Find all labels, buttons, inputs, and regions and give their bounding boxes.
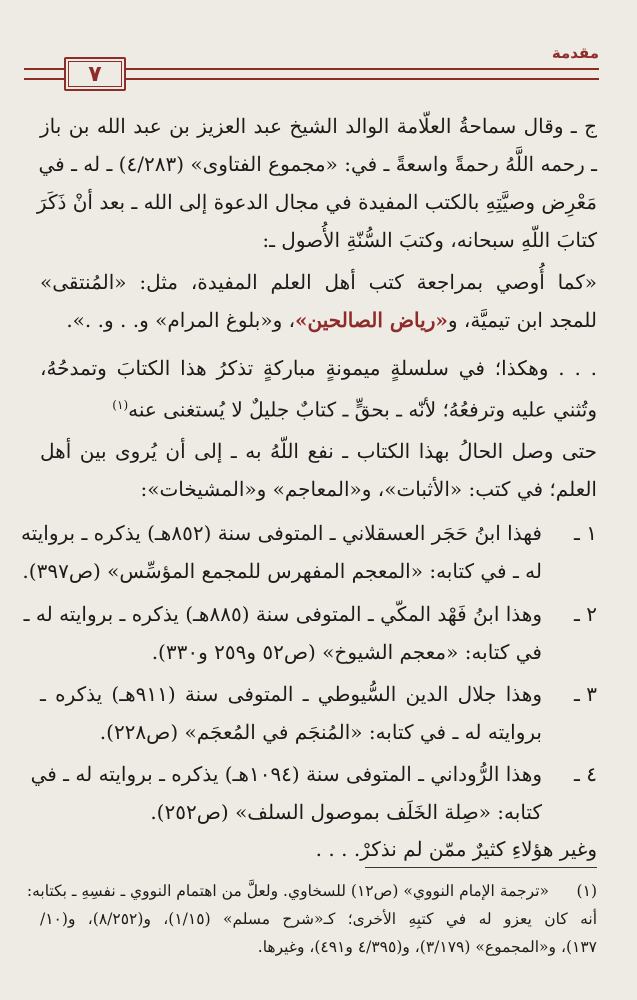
body-line: حتى وصل الحالُ بهذا الكتاب ـ نفع اللّهُ به ـ إلى أن يُروى بين أهل	[40, 439, 598, 463]
item-line: فهذا ابنُ حَجَر العسقلاني ـ المتوفى سنة (٨٥٢هـ) يذكره ـ بروايته	[20, 521, 542, 545]
footnote-line: «ترجمة الإمام النووي» (ص١٢) للسخاوي. ولعلَّ من اهتمام النووي ـ نفسِهِ ـ بكتابه:	[26, 882, 549, 900]
item-number: ١ ـ	[574, 521, 597, 545]
highlighted-title: «رياض الصالحين»	[295, 308, 448, 332]
body-line: ج ـ وقال سماحةُ العلّامة الوالد الشيخ عبد العزيز بن عبد الله بن باز	[40, 114, 597, 138]
running-title: مقدمة	[551, 44, 599, 62]
closing-line: وغير هؤلاءِ كثيرٌ ممّن لم نذكرْ. . . .	[315, 837, 597, 861]
footnote-separator	[365, 867, 597, 868]
item-line: وهذا جلال الدين السُّيوطي ـ المتوفى سنة (٩١١هـ) يذكره ـ	[40, 682, 542, 706]
item-line: كتابه: «صِلة الخَلَف بموصول السلف» (ص٢٥٢).	[150, 800, 542, 824]
body-line: العلم؛ في كتب: «الأثبات»، و«المعاجم» و«المشيخات»:	[140, 477, 597, 501]
body-text: وتُثني عليه وترفعُهُ؛ لأنّه ـ بحقٍّ ـ كتابٌ جليلٌ لا يُستغنى عنه	[128, 397, 597, 422]
body-line: . . . وهكذا؛ في سلسلةٍ ميمونةٍ مباركةٍ تذكرُ هذا الكتابَ وتمدحُهُ،	[40, 356, 597, 380]
body-line: كتابَ اللّهِ سبحانه، وكتبَ السُّنّةِ الأُصول ـ:	[262, 228, 597, 252]
header-rule-left	[24, 68, 66, 80]
item-line: بروايته له ـ في كتابه: «المُنجَم في المُعجَم» (ص٢٢٨).	[99, 720, 542, 744]
footnote-marker: (١)	[112, 398, 129, 412]
item-line: في كتابه: «معجم الشيوخ» (ص٥٢ و٢٥٩ و٣٣٠).	[151, 640, 542, 664]
item-line: وهذا ابنُ فَهْد المكّي ـ المتوفى سنة (٨٨٥هـ) يذكره ـ بروايته له ـ	[23, 602, 542, 626]
item-line: وهذا الرُّوداني ـ المتوفى سنة (١٠٩٤هـ) يذكره ـ بروايته له ـ في	[30, 762, 542, 786]
footnote-line: أنه كان يعزو له في كتبِهِ الأخرى؛ كـ«شرح مسلم» (١/١٥)، و(٨/٢٥٢)، و(١٠/	[40, 910, 598, 928]
header-rule	[125, 68, 599, 80]
body-line	[40, 391, 597, 424]
page-number: ٧	[64, 57, 126, 91]
footnote-number: (١)	[576, 882, 597, 900]
body-line: ـ رحمه اللَّهُ رحمةً واسعةً ـ في: «مجموع الفتاوى» (٤/٢٨٣) ـ له ـ في	[38, 152, 597, 176]
item-number: ٣ ـ	[574, 682, 597, 706]
item-line: له ـ في كتابه: «المعجم المفهرس للمجمع المؤسِّس» (ص٣٩٧).	[22, 559, 542, 583]
quote-line: «كما أُوصي بمراجعة كتب أهل العلم المفيدة، مثل: «المُنتقى»	[40, 270, 597, 294]
quote-text: ، و«بلوغ المرام» و. . و. .».	[66, 308, 296, 332]
footnote-line: ١٣٧)، و«المجموع» (٣/١٧٩)، و(٤/٣٩٥ و٤٩١)، وغيرها.	[257, 938, 597, 956]
item-number: ٤ ـ	[574, 762, 597, 786]
quote-line	[40, 306, 597, 334]
quote-text: للمجد ابن تيميَّة، و	[447, 308, 597, 332]
item-number: ٢ ـ	[574, 602, 597, 626]
body-line: مَعْرِض وصيَّتِهِ بالكتب المفيدة في مجال الدعوة إلى الله ـ بعد أنْ ذَكَرَ	[36, 190, 597, 214]
